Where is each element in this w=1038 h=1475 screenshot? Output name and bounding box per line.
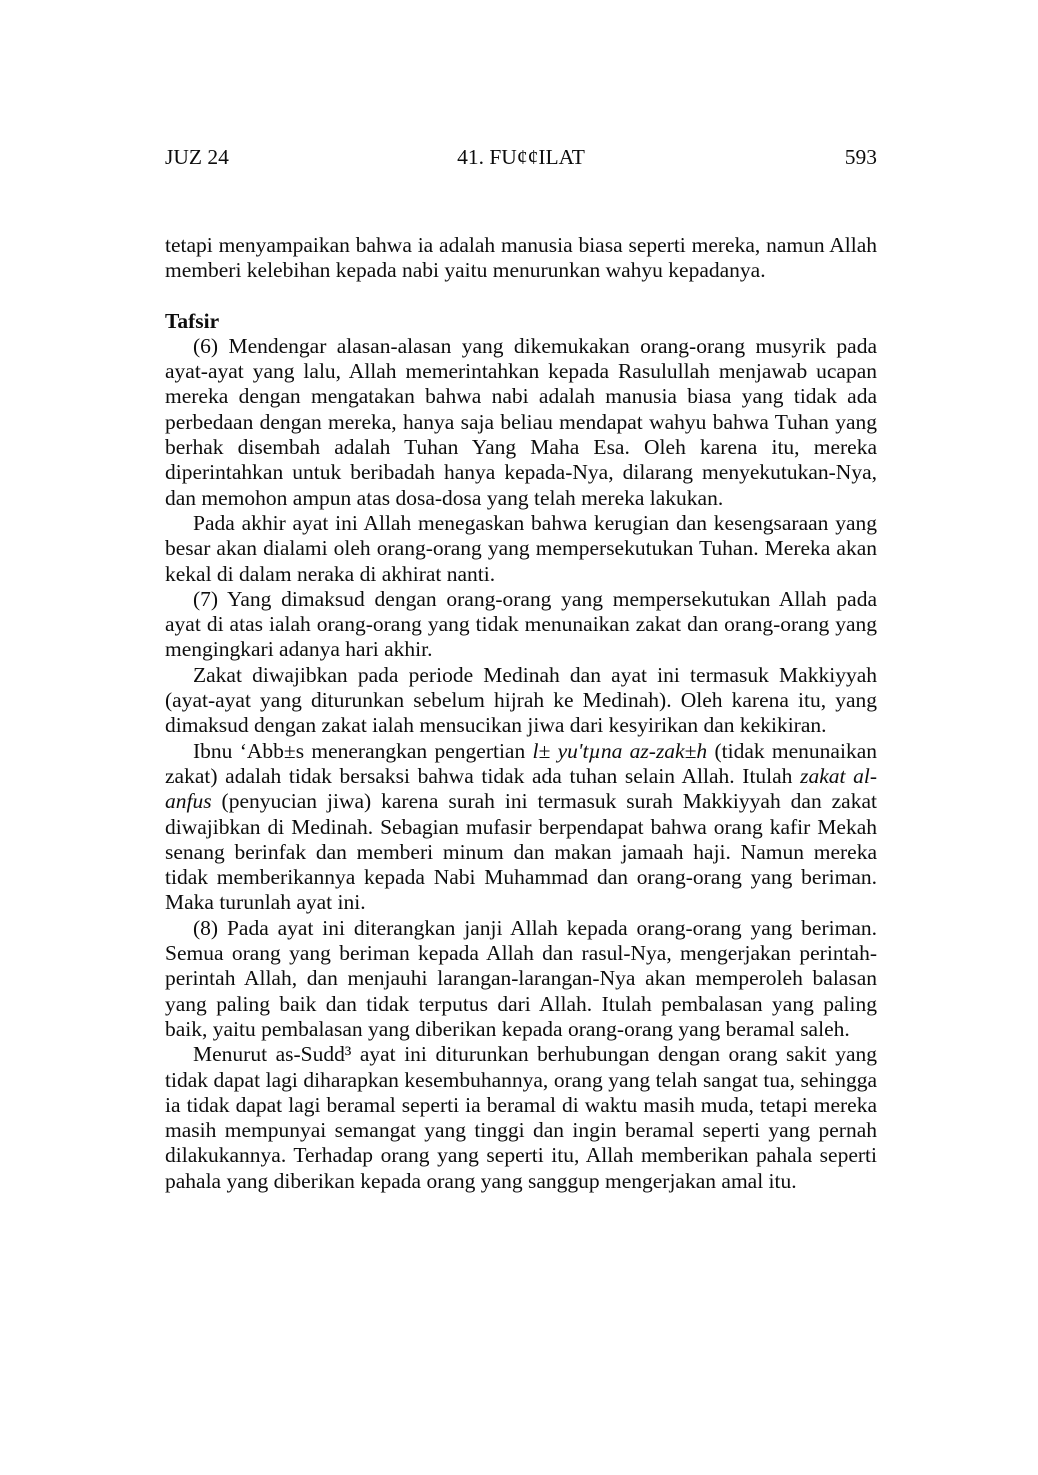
document-body [165, 233, 877, 1194]
header-surah-title: 41. FU¢¢ILAT [457, 145, 585, 169]
paragraph-text: (tidak menunaikan zakat) adalah tidak bersaksi bahwa tidak ada tuhan selain Allah. Itulah [165, 738, 877, 788]
paragraph-text: (penyucian jiwa) karena surah ini termasuk surah Makkiyyah dan zakat diwajibkan di Medinah. Sebagian mufasir berpendapat bahwa orang kafir Mekah senang berinfak dan memberi minum dan makan jamaah haji. Namun mereka tidak memberikannya kepada Nabi Muhammad dan orang-orang yang beriman. Maka turunlah ayat ini. [165, 789, 877, 915]
section-heading: Tafsir [165, 308, 220, 333]
paragraph-text: (8) Pada ayat ini diterangkan janji Allah kepada orang-orang yang beriman. Semua orang yang beriman kepada Allah dan rasul-Nya, mengerjakan perintah-perintah Allah, dan menjauhi larangan-larangan-Nya akan memperoleh balasan yang paling baik dan tidak terputus dari Allah. Itulah pembalasan yang paling baik, yaitu pembalasan yang diberikan kepada orang-orang yang beramal saleh. [165, 915, 877, 1041]
paragraph [165, 511, 877, 587]
paragraph [165, 334, 877, 511]
paragraph-text: Menurut as-Sudd³ ayat ini diturunkan berhubungan dengan orang sakit yang tidak dapat lagi diharapkan kesembuhannya, orang yang telah sangat tua, sehingga ia tidak dapat lagi beramal seperti ia beramal di waktu masih muda, tetapi mereka masih mempunyai semangat yang tinggi dan ingin beramal seperti yang pernah dilakukannya. Terhadap orang yang seperti itu, Allah memberikan pahala seperti pahala yang diberikan kepada orang yang sanggup mengerjakan amal itu. [165, 1042, 877, 1193]
header-page-number: 593 [844, 145, 877, 169]
paragraph-text: Pada akhir ayat ini Allah menegaskan bahwa kerugian dan kesengsaraan yang besar akan dialami oleh orang-orang yang mempersekutukan Tuhan. Mereka akan kekal di dalam neraka di akhirat nanti. [165, 510, 877, 586]
paragraph [165, 587, 877, 663]
header-juz-label: JUZ 24 [165, 145, 229, 169]
paragraph-text: tetapi menyampaikan bahwa ia adalah manusia biasa seperti mereka, namun Allah memberi kelebihan kepada nabi yaitu menurunkan wahyu kepadanya. [165, 233, 877, 283]
paragraph [165, 916, 877, 1042]
paragraph [165, 663, 877, 739]
transliteration-term: zakat al-anfus [165, 763, 877, 814]
paragraph-text: Zakat diwajibkan pada periode Medinah dan ayat ini termasuk Makkiyyah (ayat-ayat yang diturunkan sebelum hijrah ke Medinah). Oleh karena itu, yang dimaksud dengan zakat ialah mensucikan jiwa dari kesyirikan dan kekikiran. [165, 662, 877, 738]
paragraph [165, 233, 877, 284]
paragraph-text: (7) Yang dimaksud dengan orang-orang yang mempersekutukan Allah pada ayat di atas ialah orang-orang yang tidak menunaikan zakat dan orang-orang yang mengingkari adanya hari akhir. [165, 586, 877, 662]
paragraph-text: (6) Mendengar alasan-alasan yang dikemukakan orang-orang musyrik pada ayat-ayat yang lalu, Allah memerintahkan kepada Rasulullah menjawab ucapan mereka dengan mengatakan bahwa nabi adalah manusia biasa yang tidak ada perbedaan dengan mereka, hanya saja beliau mendapat wahyu bahwa Tuhan yang berhak disembah adalah Tuhan Yang Maha Esa. Oleh karena itu, mereka diperintahkan untuk beribadah hanya kepada-Nya, dilarang menyekutukan-Nya, dan memohon ampun atas dosa-dosa yang telah mereka lakukan. [165, 333, 877, 510]
paragraph [165, 1042, 877, 1194]
page-header [165, 144, 877, 170]
transliteration-term: l± yu'tµna az-zak±h [532, 738, 708, 763]
paragraph [165, 739, 877, 916]
paragraph-text: Ibnu ‘Abb±s menerangkan pengertian [193, 738, 533, 763]
